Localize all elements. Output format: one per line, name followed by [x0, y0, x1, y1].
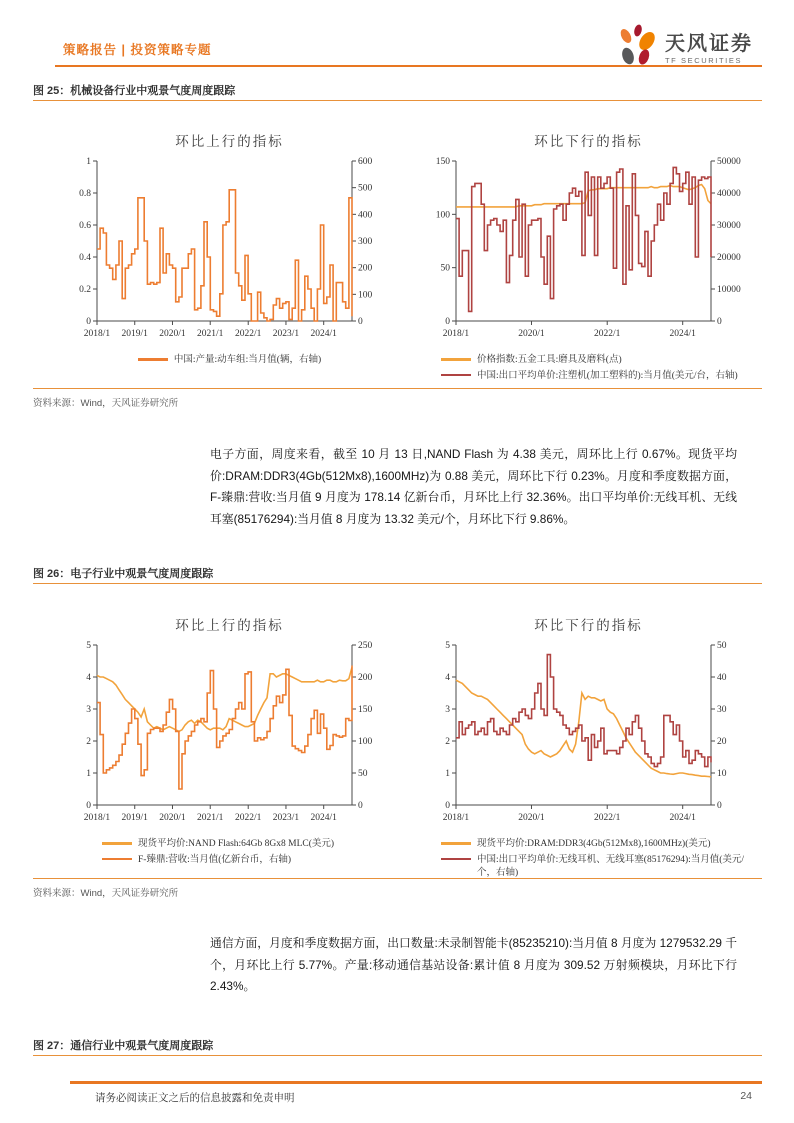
footer-divider	[70, 1081, 762, 1084]
svg-text:20000: 20000	[717, 253, 741, 263]
svg-text:0.2: 0.2	[79, 285, 91, 295]
figure-25-charts	[57, 130, 761, 383]
svg-text:40: 40	[717, 673, 727, 683]
svg-text:30: 30	[717, 705, 727, 715]
figure-26-source: 资料来源：Wind，天风证券研究所	[33, 888, 179, 899]
svg-text:1: 1	[86, 769, 91, 779]
figure-27-caption: 图 27：通信行业中观景气度周度跟踪	[33, 1040, 214, 1052]
figure-26-bottom-rule	[33, 878, 762, 879]
figure-26-caption-rule	[33, 583, 762, 584]
svg-text:0: 0	[445, 317, 450, 327]
report-breadcrumb: 策略报告 | 投资策略专题	[63, 43, 212, 57]
page-number: 24	[740, 1090, 752, 1102]
svg-text:2022/1: 2022/1	[594, 813, 621, 823]
svg-text:0: 0	[445, 801, 450, 811]
svg-text:2023/1: 2023/1	[272, 813, 300, 823]
svg-text:2020/1: 2020/1	[159, 813, 186, 823]
svg-text:4: 4	[86, 673, 91, 683]
legend-label: 中国:出口平均单价:无线耳机、无线耳塞(85176294):当月值(美元/个，右轴)	[477, 854, 745, 878]
svg-text:20: 20	[717, 737, 727, 747]
svg-text:0.4: 0.4	[79, 253, 91, 263]
chart-title: 环比下行的指标	[534, 618, 643, 633]
legend-item	[138, 354, 321, 367]
chart-plot	[416, 151, 761, 349]
svg-text:100: 100	[358, 737, 373, 747]
figure-27-caption-rule	[33, 1055, 762, 1056]
svg-text:2018/1: 2018/1	[442, 329, 470, 339]
svg-text:0: 0	[717, 317, 722, 327]
legend-item	[441, 854, 761, 880]
brand-name	[665, 33, 753, 65]
legend-label: 中国:出口平均单价:注塑机(加工塑料的):当月值(美元/台，右轴)	[477, 370, 738, 381]
svg-text:250: 250	[358, 641, 373, 651]
svg-text:2024/1: 2024/1	[669, 813, 696, 823]
chart-electronics-up	[57, 614, 402, 879]
svg-text:2023/1: 2023/1	[272, 329, 300, 339]
svg-text:150: 150	[358, 705, 373, 715]
svg-text:0: 0	[358, 317, 363, 327]
legend-swatch	[102, 842, 132, 845]
svg-text:50: 50	[358, 769, 368, 779]
svg-text:50000: 50000	[717, 157, 741, 167]
legend-item	[441, 370, 761, 383]
svg-text:2020/1: 2020/1	[518, 813, 545, 823]
svg-text:2019/1: 2019/1	[121, 813, 148, 823]
svg-text:100: 100	[435, 210, 450, 221]
legend-swatch	[441, 842, 471, 845]
figure-25-caption: 图 25：机械设备行业中观景气度周度跟踪	[33, 85, 236, 97]
figure-26-charts	[57, 614, 761, 879]
svg-text:150: 150	[435, 157, 450, 167]
svg-text:1: 1	[86, 157, 91, 167]
chart-machinery-up	[57, 130, 402, 383]
svg-text:2021/1: 2021/1	[197, 329, 224, 339]
svg-text:200: 200	[358, 263, 373, 274]
svg-text:200: 200	[358, 673, 373, 683]
svg-text:400: 400	[358, 210, 373, 221]
svg-text:0: 0	[358, 801, 363, 811]
svg-text:300: 300	[358, 237, 373, 247]
svg-text:50: 50	[717, 641, 727, 651]
svg-text:50: 50	[440, 263, 450, 274]
svg-text:30000: 30000	[717, 221, 741, 231]
svg-text:0: 0	[717, 801, 722, 811]
svg-text:2018/1: 2018/1	[442, 813, 470, 823]
chart-plot	[57, 635, 402, 833]
brand-name-cn: 天风证券	[665, 32, 753, 55]
svg-text:2020/1: 2020/1	[518, 329, 545, 339]
legend-item	[441, 354, 761, 367]
legend-swatch	[441, 858, 471, 861]
chart-legend	[416, 833, 761, 879]
svg-text:2024/1: 2024/1	[669, 329, 696, 339]
chart-legend	[416, 349, 761, 383]
legend-item	[441, 838, 761, 851]
legend-label: 现货平均价:NAND Flash:64Gb 8Gx8 MLC(美元)	[138, 839, 335, 849]
legend-label: 中国:产量:动车组:当月值(辆，右轴)	[173, 355, 322, 365]
legend-swatch	[138, 358, 168, 361]
chart-electronics-down	[416, 614, 761, 879]
svg-text:5: 5	[86, 641, 91, 651]
svg-text:2024/1: 2024/1	[310, 813, 337, 823]
svg-text:4: 4	[445, 673, 450, 683]
svg-text:100: 100	[358, 290, 373, 301]
svg-text:0.6: 0.6	[79, 221, 91, 231]
svg-text:2022/1: 2022/1	[235, 329, 262, 339]
legend-item	[102, 854, 402, 867]
svg-text:2018/1: 2018/1	[83, 813, 111, 823]
svg-text:0: 0	[86, 801, 91, 811]
svg-text:1: 1	[445, 769, 450, 779]
svg-text:500: 500	[358, 183, 373, 194]
figure-25-bottom-rule	[33, 388, 762, 389]
svg-text:40000: 40000	[717, 189, 741, 199]
chart-legend	[57, 833, 402, 867]
svg-text:3: 3	[86, 705, 91, 715]
legend-item	[102, 838, 402, 851]
chart-title: 环比下行的指标	[534, 134, 643, 149]
chart-title: 环比上行的指标	[175, 134, 284, 149]
svg-text:10: 10	[717, 769, 727, 779]
legend-label: F-臻鼎:营收:当月值(亿新台币，右轴)	[138, 854, 292, 865]
svg-text:5: 5	[445, 641, 450, 651]
brand-name-en: TF SECURITIES	[665, 55, 743, 65]
chart-plot	[416, 635, 761, 833]
chart-plot	[57, 151, 402, 349]
svg-text:0: 0	[86, 317, 91, 327]
svg-text:2024/1: 2024/1	[310, 329, 337, 339]
chart-machinery-down	[416, 130, 761, 383]
footer-disclaimer: 请务必阅读正文之后的信息披露和免责申明	[95, 1092, 295, 1104]
figure-25-caption-rule	[33, 100, 762, 101]
chart-title: 环比上行的指标	[175, 618, 284, 633]
svg-text:10000: 10000	[717, 285, 741, 295]
svg-text:2018/1: 2018/1	[83, 329, 111, 339]
figure-25-source: 资料来源：Wind，天风证券研究所	[33, 398, 179, 409]
telecom-paragraph: 通信方面，月度和季度数据方面，出口数量:未录制智能卡(85235210):当月值 8 月度为 1279532.29 千个，月环比上行 5.77%。产量:移动通信基站设备:累计值 8 月度为 309.52 万射频模块，月环比下行 2.43%。	[210, 936, 737, 994]
svg-text:3: 3	[445, 705, 450, 715]
svg-text:2: 2	[445, 737, 450, 747]
legend-label: 现货平均价:DRAM:DDR3(4Gb(512Mx8),1600MHz)(美元)	[477, 839, 711, 849]
svg-text:2019/1: 2019/1	[121, 329, 148, 339]
svg-text:600: 600	[358, 157, 373, 167]
legend-label: 价格指数:五金工具:磨具及磨料(点)	[477, 355, 622, 365]
legend-swatch	[102, 858, 132, 861]
chart-legend	[57, 349, 402, 367]
legend-swatch	[441, 358, 471, 361]
header-divider	[55, 65, 762, 67]
svg-text:2021/1: 2021/1	[197, 813, 224, 823]
svg-text:2022/1: 2022/1	[594, 329, 621, 339]
svg-text:0.8: 0.8	[79, 189, 91, 199]
electronics-paragraph: 电子方面，周度来看，截至 10 月 13 日,NAND Flash 为 4.38 美元，周环比上行 0.67%。现货平均价:DRAM:DDR3(4Gb(512Mx8),1600MHz)为 0.88 美元，周环比下行 0.23%。月度和季度数据方面，F-臻鼎:营收:当月值 9 月度为 178.14 亿新台币，月环比上行 32.36%。出口平均单价:无线耳机、无线耳塞(85176294):当月值 8 月度为 13.32 美元/个，月环比下行 9.86%。	[210, 447, 737, 526]
figure-26-caption: 图 26：电子行业中观景气度周度跟踪	[33, 568, 214, 580]
svg-text:2: 2	[86, 737, 91, 747]
svg-text:2020/1: 2020/1	[159, 329, 186, 339]
svg-text:2022/1: 2022/1	[235, 813, 262, 823]
legend-swatch	[441, 374, 471, 377]
